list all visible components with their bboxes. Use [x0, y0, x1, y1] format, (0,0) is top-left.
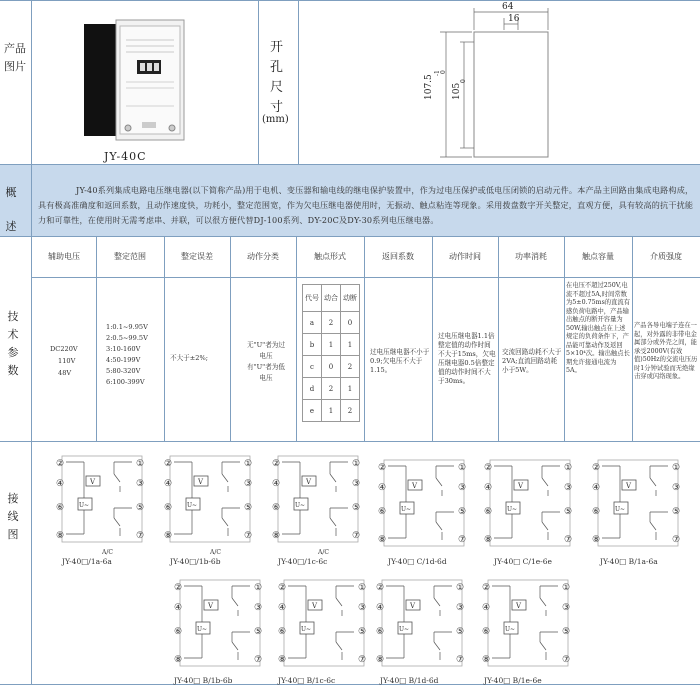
svg-text:③: ③	[456, 603, 465, 613]
svg-text:U~: U~	[505, 626, 516, 633]
contact-code: a	[303, 312, 322, 334]
svg-text:③: ③	[672, 483, 681, 493]
svg-text:⑥: ⑥	[164, 503, 173, 513]
svg-text:⑤: ⑤	[254, 627, 263, 637]
svg-text:①: ①	[562, 583, 571, 593]
dim-inner: 16	[508, 14, 520, 24]
svg-text:④: ④	[378, 483, 387, 493]
svg-text:⑦: ⑦	[458, 535, 467, 545]
divider	[298, 0, 299, 164]
svg-text:⑦: ⑦	[456, 655, 465, 665]
svg-text:⑧: ⑧	[592, 535, 601, 545]
svg-text:③: ③	[458, 483, 467, 493]
wiring-diagram	[270, 452, 366, 548]
section-label-overview: 概述	[5, 186, 17, 233]
svg-text:⑥: ⑥	[278, 627, 287, 637]
wiring-diagram-subscript: A/C	[318, 549, 329, 556]
dim-height: 107.5	[424, 74, 434, 100]
svg-text:①: ①	[456, 583, 465, 593]
contact-no: 1	[322, 334, 341, 356]
svg-text:③: ③	[136, 479, 145, 489]
contact-code: c	[303, 356, 322, 378]
svg-text:③: ③	[562, 603, 571, 613]
range-list	[106, 322, 166, 388]
aux-voltage-item: DC220V	[50, 345, 78, 353]
wiring-diagram-caption: JY-40□ B/1c-6c	[278, 676, 336, 685]
header-action-time: 动作时间	[449, 252, 481, 261]
svg-text:U~: U~	[301, 626, 312, 633]
dim-inner-height-tol: 0	[460, 79, 467, 83]
divider	[0, 236, 700, 237]
svg-text:⑥: ⑥	[56, 503, 65, 513]
range-item: 4:50-199V	[106, 356, 141, 364]
svg-text:①: ①	[136, 459, 145, 469]
wiring-diagram	[54, 452, 150, 548]
svg-text:①: ①	[254, 583, 263, 593]
svg-text:②: ②	[592, 463, 601, 473]
svg-text:①: ①	[358, 583, 367, 593]
divider	[0, 164, 700, 165]
svg-text:U~: U~	[295, 502, 306, 509]
contact-header: 动合	[322, 285, 341, 312]
action-class-line: 无"U"者为过	[247, 341, 285, 349]
dim-width: 64	[502, 2, 514, 12]
wiring-diagram	[480, 576, 576, 672]
contact-code: d	[303, 378, 322, 400]
wiring-diagram-caption: JY-40□ B/1b-6b	[174, 676, 233, 685]
svg-text:⑤: ⑤	[564, 507, 573, 517]
range-item: 1:0.1~9.95V	[106, 323, 148, 331]
svg-text:⑧: ⑧	[278, 655, 287, 665]
svg-text:⑧: ⑧	[56, 531, 65, 541]
action-class	[238, 340, 294, 384]
svg-text:⑧: ⑧	[272, 531, 281, 541]
svg-text:①: ①	[244, 459, 253, 469]
svg-text:②: ②	[272, 459, 281, 469]
dim-height-tol: -1	[434, 70, 441, 76]
cutout-label: 开孔尺寸	[270, 40, 284, 115]
contact-no: 0	[322, 356, 341, 378]
wiring-diagram-caption: JY-40□ B/1e-6e	[484, 676, 542, 685]
section-label-wiring: 接线图	[7, 492, 19, 541]
contact-nc: 1	[341, 378, 360, 400]
svg-text:①: ①	[672, 463, 681, 473]
svg-text:⑥: ⑥	[482, 627, 491, 637]
svg-text:⑦: ⑦	[254, 655, 263, 665]
dielectric: 产品各导电端子连在一起，对外露的非带电金属部分或外壳之间，能承受2000V(有效值)50Hz的交流电压历时1分钟试验而无绝缘击穿或闪络现象。	[634, 322, 698, 380]
svg-text:⑦: ⑦	[672, 535, 681, 545]
contact-header: 动断	[341, 285, 360, 312]
aux-voltage-item: 48V	[58, 369, 72, 377]
svg-text:②: ②	[174, 583, 183, 593]
contact-no: 2	[322, 312, 341, 334]
wiring-diagram-caption: JY-40□ B/1a-6a	[600, 557, 658, 566]
svg-text:V: V	[626, 482, 632, 490]
svg-text:U~: U~	[197, 626, 208, 633]
power: 交流回路动耗不大于2VA;直流回路动耗小于5W。	[502, 348, 562, 374]
svg-text:⑤: ⑤	[456, 627, 465, 637]
svg-text:②: ②	[482, 583, 491, 593]
svg-text:⑥: ⑥	[484, 507, 493, 517]
wiring-diagram-caption: JY-40□ C/1d-6d	[388, 557, 447, 566]
svg-text:④: ④	[164, 479, 173, 489]
svg-text:③: ③	[352, 479, 361, 489]
svg-text:U~: U~	[399, 626, 410, 633]
action-class-line: 电压	[259, 352, 273, 360]
svg-text:④: ④	[482, 603, 491, 613]
svg-text:③: ③	[254, 603, 263, 613]
svg-text:②: ②	[56, 459, 65, 469]
wiring-diagram-caption: JY-40□ C/1e-6e	[494, 557, 552, 566]
svg-text:⑥: ⑥	[376, 627, 385, 637]
svg-text:④: ④	[56, 479, 65, 489]
table-rule	[31, 277, 700, 278]
svg-text:⑦: ⑦	[244, 531, 253, 541]
svg-text:⑦: ⑦	[562, 655, 571, 665]
action-time: 过电压继电器1.1倍整定值的动作时间不大于15ms，欠电压继电器0.5倍整定值的动作时间不大于30ms。	[438, 332, 496, 385]
svg-text:⑧: ⑧	[484, 535, 493, 545]
section-label-tech: 技术参数	[7, 310, 19, 377]
svg-text:⑧: ⑧	[378, 535, 387, 545]
header-contact-form: 触点形式	[314, 252, 346, 261]
wiring-diagram-caption: JY-40□ B/1d-6d	[380, 676, 439, 685]
wiring-diagram	[590, 456, 686, 552]
cutout-drawing	[420, 2, 560, 162]
svg-text:V: V	[516, 602, 522, 610]
wiring-diagram	[376, 456, 472, 552]
svg-text:④: ④	[272, 479, 281, 489]
contact-nc: 1	[341, 334, 360, 356]
aux-voltage-item: 110V	[58, 357, 76, 365]
product-image	[82, 16, 192, 144]
svg-text:③: ③	[564, 483, 573, 493]
header-power: 功率消耗	[515, 252, 547, 261]
svg-text:⑤: ⑤	[458, 507, 467, 517]
svg-text:V: V	[208, 602, 214, 610]
svg-text:⑤: ⑤	[136, 503, 145, 513]
svg-text:⑦: ⑦	[136, 531, 145, 541]
svg-text:⑦: ⑦	[564, 535, 573, 545]
svg-text:②: ②	[484, 463, 493, 473]
svg-text:①: ①	[564, 463, 573, 473]
svg-text:⑤: ⑤	[358, 627, 367, 637]
svg-text:U~: U~	[187, 502, 198, 509]
svg-text:⑧: ⑧	[376, 655, 385, 665]
svg-text:③: ③	[244, 479, 253, 489]
svg-text:V: V	[90, 478, 96, 486]
range-item: 3:10-160V	[106, 345, 141, 353]
contact-nc: 0	[341, 312, 360, 334]
wiring-diagram	[172, 576, 268, 672]
contact-capacity: 在电压不超过250V,电流不超过5A,时间常数为5±0.75ms的直流有感负荷电路中，产品输出触点的断开容量为50W,输出触点在上述规定的负荷条件下，产品能可靠动作及返回5×10⁴次。输出触点长期允许接通电流为5A。	[566, 282, 630, 374]
svg-text:V: V	[198, 478, 204, 486]
svg-text:U~: U~	[401, 506, 412, 513]
header-return-coef: 返回系数	[382, 252, 414, 261]
action-class-line: 有"U"者为低	[247, 363, 285, 371]
svg-text:U~: U~	[507, 506, 518, 513]
svg-text:V: V	[412, 482, 418, 490]
svg-text:V: V	[306, 478, 312, 486]
header-dielectric: 介质强度	[650, 252, 682, 261]
svg-text:⑥: ⑥	[272, 503, 281, 513]
header-action-class: 动作分类	[247, 252, 279, 261]
svg-text:①: ①	[458, 463, 467, 473]
contact-nc: 2	[341, 356, 360, 378]
wiring-diagram-caption: JY-40□/1b-6b	[170, 557, 221, 566]
dim-inner-height: 105	[452, 82, 462, 100]
dim-height-tol-zero: 0	[440, 70, 447, 74]
svg-text:⑦: ⑦	[358, 655, 367, 665]
contact-form-table	[302, 284, 360, 422]
overview-text: JY-40系列集成电路电压继电器(以下简称产品)用于电机、变压器和输电线的继电保护装置中，作为过电压保护或低电压闭锁的启动元件。本产品主回路由集成电路构成，具有极高准确度和返回系数，且动作速度快，功耗小，整定范围宽，作为欠电压继电器使用时，无振动、触点粘连等现象。采用拨盘数字开关整定，直观方便，具有较高的抗干扰能力和可靠性，在使用时无需考虑串、并联，可以很方便代替DJ-100系列、DY-20C及DY-30系列电压继电器。	[38, 185, 694, 225]
return-coef: 过电压继电器不小于0.9;欠电压不大于1.15。	[370, 348, 430, 374]
range-item: 6:100-399V	[106, 378, 145, 386]
divider	[0, 441, 700, 442]
aux-voltage-list	[50, 343, 94, 379]
svg-text:V: V	[410, 602, 416, 610]
product-model: JY-40C	[104, 150, 147, 163]
svg-text:⑥: ⑥	[174, 627, 183, 637]
contact-no: 2	[322, 378, 341, 400]
header-range: 整定范围	[114, 252, 146, 261]
svg-text:⑥: ⑥	[378, 507, 387, 517]
wiring-diagram-subscript: A/C	[210, 549, 221, 556]
wiring-diagram-caption: JY-40□/1c-6c	[278, 557, 328, 566]
divider	[0, 0, 700, 1]
header-error: 整定误差	[181, 252, 213, 261]
cutout-unit: (mm)	[262, 114, 289, 125]
svg-text:②: ②	[376, 583, 385, 593]
svg-text:②: ②	[164, 459, 173, 469]
svg-text:②: ②	[278, 583, 287, 593]
svg-text:⑥: ⑥	[592, 507, 601, 517]
contact-code: e	[303, 400, 322, 422]
wiring-diagram	[162, 452, 258, 548]
svg-text:③: ③	[358, 603, 367, 613]
range-item: 2:0.5~99.5V	[106, 334, 148, 342]
svg-text:④: ④	[592, 483, 601, 493]
svg-text:⑤: ⑤	[672, 507, 681, 517]
wiring-diagram	[374, 576, 470, 672]
svg-text:V: V	[518, 482, 524, 490]
range-item: 5:80-320V	[106, 367, 141, 375]
svg-text:V: V	[312, 602, 318, 610]
wiring-diagram	[276, 576, 372, 672]
svg-text:⑧: ⑧	[482, 655, 491, 665]
wiring-diagram-caption: JY-40□/1a-6a	[62, 557, 112, 566]
svg-text:U~: U~	[615, 506, 626, 513]
wiring-diagram-subscript: A/C	[102, 549, 113, 556]
header-contact-capacity: 触点容量	[582, 252, 614, 261]
svg-text:⑧: ⑧	[164, 531, 173, 541]
contact-nc: 2	[341, 400, 360, 422]
svg-text:②: ②	[378, 463, 387, 473]
divider	[258, 0, 259, 164]
svg-text:⑤: ⑤	[562, 627, 571, 637]
svg-text:U~: U~	[79, 502, 90, 509]
svg-text:⑦: ⑦	[352, 531, 361, 541]
svg-text:⑧: ⑧	[174, 655, 183, 665]
svg-text:④: ④	[484, 483, 493, 493]
svg-text:④: ④	[376, 603, 385, 613]
section-label-product: 产品图片	[4, 42, 26, 73]
contact-no: 1	[322, 400, 341, 422]
svg-text:⑤: ⑤	[244, 503, 253, 513]
svg-text:④: ④	[174, 603, 183, 613]
header-aux-voltage: 辅助电压	[48, 252, 80, 261]
svg-text:①: ①	[352, 459, 361, 469]
action-class-line: 电压	[259, 374, 273, 382]
error-value: 不大于±2%;	[170, 354, 208, 362]
contact-code: b	[303, 334, 322, 356]
wiring-diagram	[482, 456, 578, 552]
svg-text:④: ④	[278, 603, 287, 613]
svg-text:⑤: ⑤	[352, 503, 361, 513]
contact-header: 代号	[303, 285, 322, 312]
divider	[31, 0, 32, 685]
